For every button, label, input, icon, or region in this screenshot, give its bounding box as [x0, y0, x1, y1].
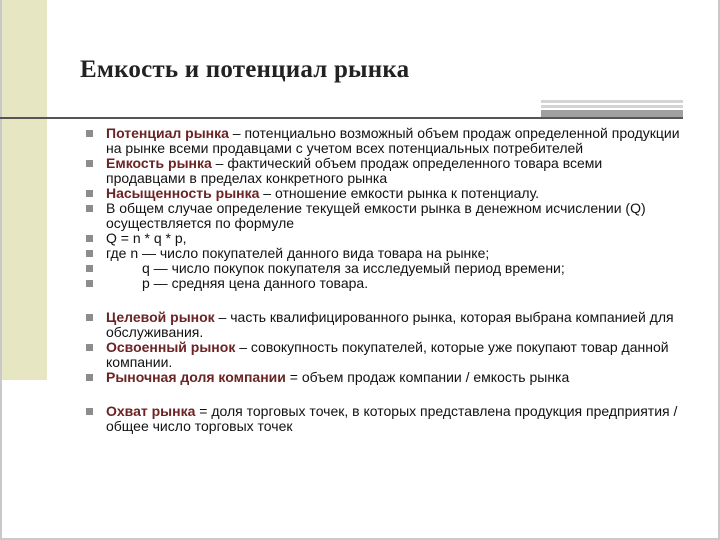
slide-title: Емкость и потенциал рынка: [80, 56, 410, 83]
square-bullet-icon: [86, 160, 93, 167]
item-text: – совокупность покупателей, которые уже покупают товар данной компании.: [106, 339, 669, 370]
left-accent-bar: [0, 0, 47, 380]
list-item: [84, 231, 684, 246]
item-text: – потенциально возможный объем продаж определенной продукции на рынке всеми продавцами с учетом всех потенциальных потребителей: [106, 125, 680, 156]
bullet-list: [84, 126, 684, 434]
title-accent-stripe: [541, 100, 683, 103]
square-bullet-icon: [86, 265, 93, 272]
square-bullet-icon: [86, 408, 93, 415]
square-bullet-icon: [86, 250, 93, 257]
formula-text: Q = n * q * p,: [106, 230, 187, 246]
item-text: – фактический объем продаж определенного товара всеми продавцами в пределах конкретного рынка: [106, 155, 603, 186]
square-bullet-icon: [86, 344, 93, 351]
item-term: Емкость рынка: [106, 155, 212, 171]
list-item: [84, 126, 684, 156]
square-bullet-icon: [86, 190, 93, 197]
item-text: q — число покупок покупателя за исследуемый период времени;: [142, 260, 565, 276]
list-item: [84, 370, 684, 385]
square-bullet-icon: [86, 205, 93, 212]
list-item: [84, 404, 684, 434]
item-term: Охват рынка: [106, 403, 196, 419]
item-term: Целевой рынок: [106, 309, 215, 325]
item-term: Насыщенность рынка: [106, 185, 260, 201]
title-underline: [0, 117, 683, 119]
list-item: [84, 156, 684, 186]
list-item: [84, 340, 684, 370]
item-term: Освоенный рынок: [106, 339, 236, 355]
item-text: – часть квалифицированного рынка, которая выбрана компанией для обслуживания.: [106, 309, 674, 340]
list-item: [84, 276, 684, 291]
item-text: В общем случае определение текущей емкости рынка в денежном исчислении (Q) осуществляется по формуле: [106, 200, 646, 231]
item-text: = объем продаж компании / емкость рынка: [285, 369, 570, 385]
square-bullet-icon: [86, 314, 93, 321]
square-bullet-icon: [86, 374, 93, 381]
square-bullet-icon: [86, 280, 93, 287]
list-item: [84, 310, 684, 340]
slide-border-left: [0, 0, 2, 540]
square-bullet-icon: [86, 130, 93, 137]
list-item: [84, 201, 684, 231]
item-text: где n — число покупателей данного вида товара на рынке;: [106, 245, 490, 261]
item-text: – отношение емкости рынка к потенциалу.: [259, 185, 540, 201]
list-item: [84, 186, 684, 201]
item-term: Рыночная доля компании: [106, 369, 286, 385]
list-item: [84, 261, 684, 276]
item-text: p — средняя цена данного товара.: [142, 275, 369, 291]
item-term: Потенциал рынка: [106, 125, 229, 141]
title-accent-stripe: [541, 105, 683, 108]
list-item: [84, 246, 684, 261]
square-bullet-icon: [86, 235, 93, 242]
item-text: = доля торговых точек, в которых представлена продукция предприятия / общее число торговых точек: [106, 403, 678, 434]
